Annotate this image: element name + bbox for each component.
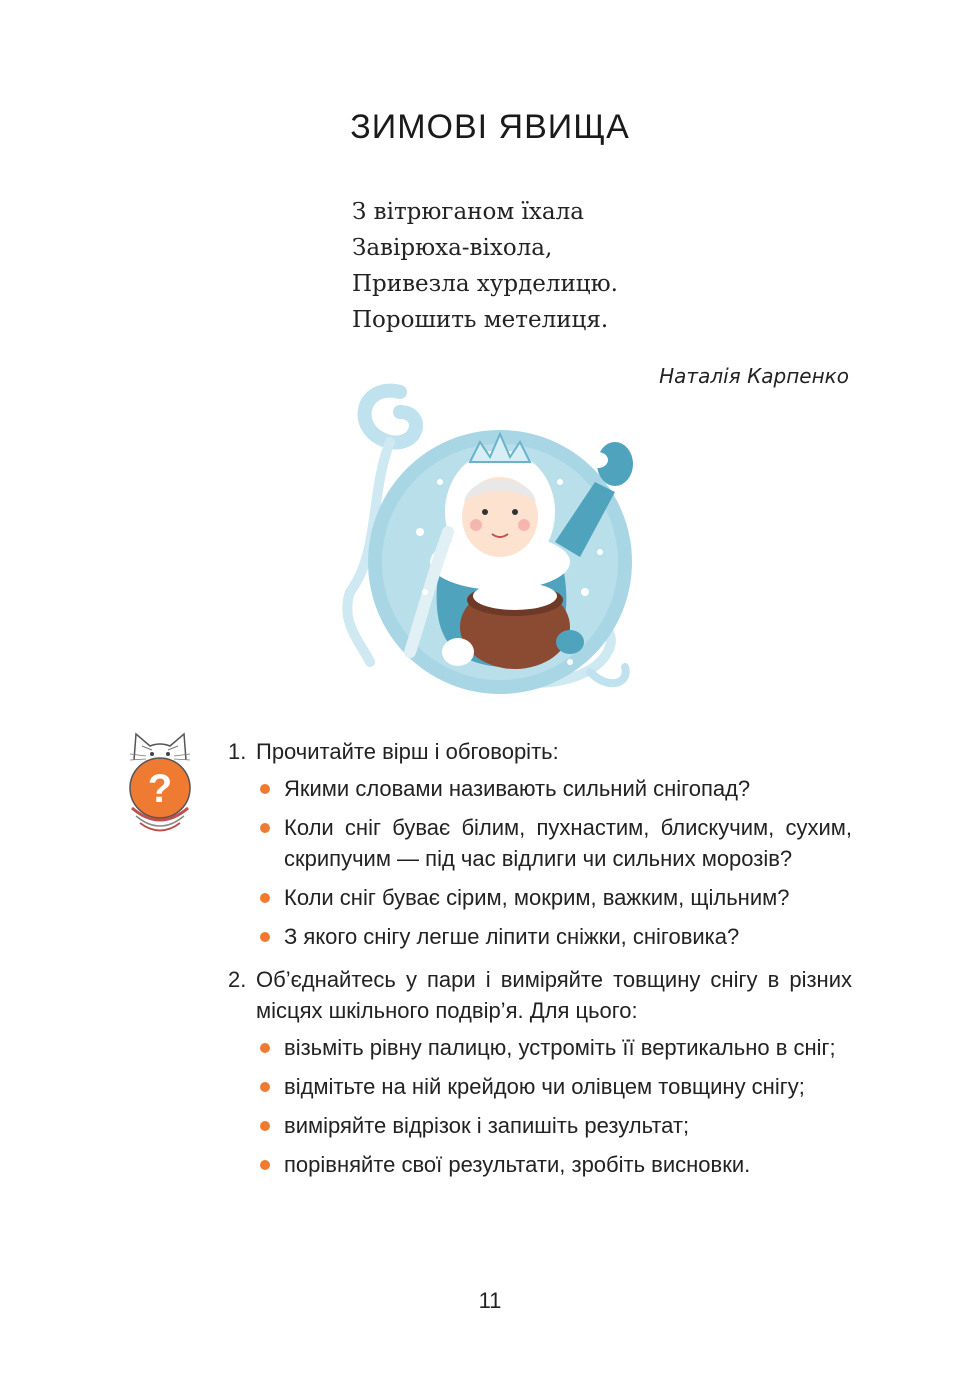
list-item [256, 773, 852, 804]
list-item-text: З якого снігу легше ліпити сніжки, сніговика? [284, 924, 740, 949]
list-item-text: Коли сніг буває білим, пухнастим, блискучим, сухим, скрипучим — під час відлиги чи сильних морозів? [284, 815, 852, 871]
list-item-text: візьміть рівну палицю, устроміть її вертикально в сніг; [284, 1035, 836, 1060]
list-item-text: Якими словами називають сильний снігопад? [284, 776, 751, 801]
task-text: Об’єднайтесь у пари і виміряйте товщину снігу в різних місцях шкільного подвір’я. Для цього: [256, 967, 852, 1023]
bullet-icon [260, 823, 270, 833]
list-item [256, 812, 852, 874]
poem [352, 194, 618, 338]
winter-girl-illustration [330, 362, 640, 712]
task-item [228, 736, 852, 960]
bullet-icon [260, 1043, 270, 1053]
cat-question-icon [122, 728, 198, 832]
bullet-icon [260, 1160, 270, 1170]
bullet-icon [260, 932, 270, 942]
poem-line: З вітрюганом їхала [352, 199, 584, 225]
bullet-icon [260, 893, 270, 903]
list-item [256, 1032, 852, 1063]
task-text: Прочитайте вірш і обговоріть: [256, 739, 559, 764]
task-list [228, 736, 852, 1188]
page-number: 11 [478, 1288, 502, 1313]
list-item [256, 1071, 852, 1102]
svg-text:?: ? [147, 767, 173, 811]
list-item [256, 882, 852, 913]
bullet-icon [260, 1082, 270, 1092]
page-title: ЗИМОВІ ЯВИЩА [350, 108, 630, 146]
bullet-icon [260, 1121, 270, 1131]
task-number: 2. [228, 967, 247, 992]
task-number: 1. [228, 739, 247, 764]
list-item-text: порівняйте свої результати, зробіть висновки. [284, 1152, 751, 1177]
poem-line: Завірюха-віхола, [352, 235, 553, 261]
bullet-icon [260, 784, 270, 794]
poem-line: Привезла хурделицю. [352, 271, 618, 297]
task-item [228, 964, 852, 1188]
list-item [256, 1110, 852, 1141]
list-item [256, 1149, 852, 1180]
poem-line: Порошить метелиця. [352, 307, 609, 333]
bullet-list [256, 1032, 852, 1180]
list-item-text: виміряйте відрізок і запишіть результат; [284, 1113, 690, 1138]
bullet-list [256, 773, 852, 952]
list-item-text: Коли сніг буває сірим, мокрим, важким, щільним? [284, 885, 790, 910]
list-item [256, 921, 852, 952]
poem-author: Наталія Карпенко [659, 364, 849, 388]
list-item-text: відмітьте на ній крейдою чи олівцем товщину снігу; [284, 1074, 805, 1099]
